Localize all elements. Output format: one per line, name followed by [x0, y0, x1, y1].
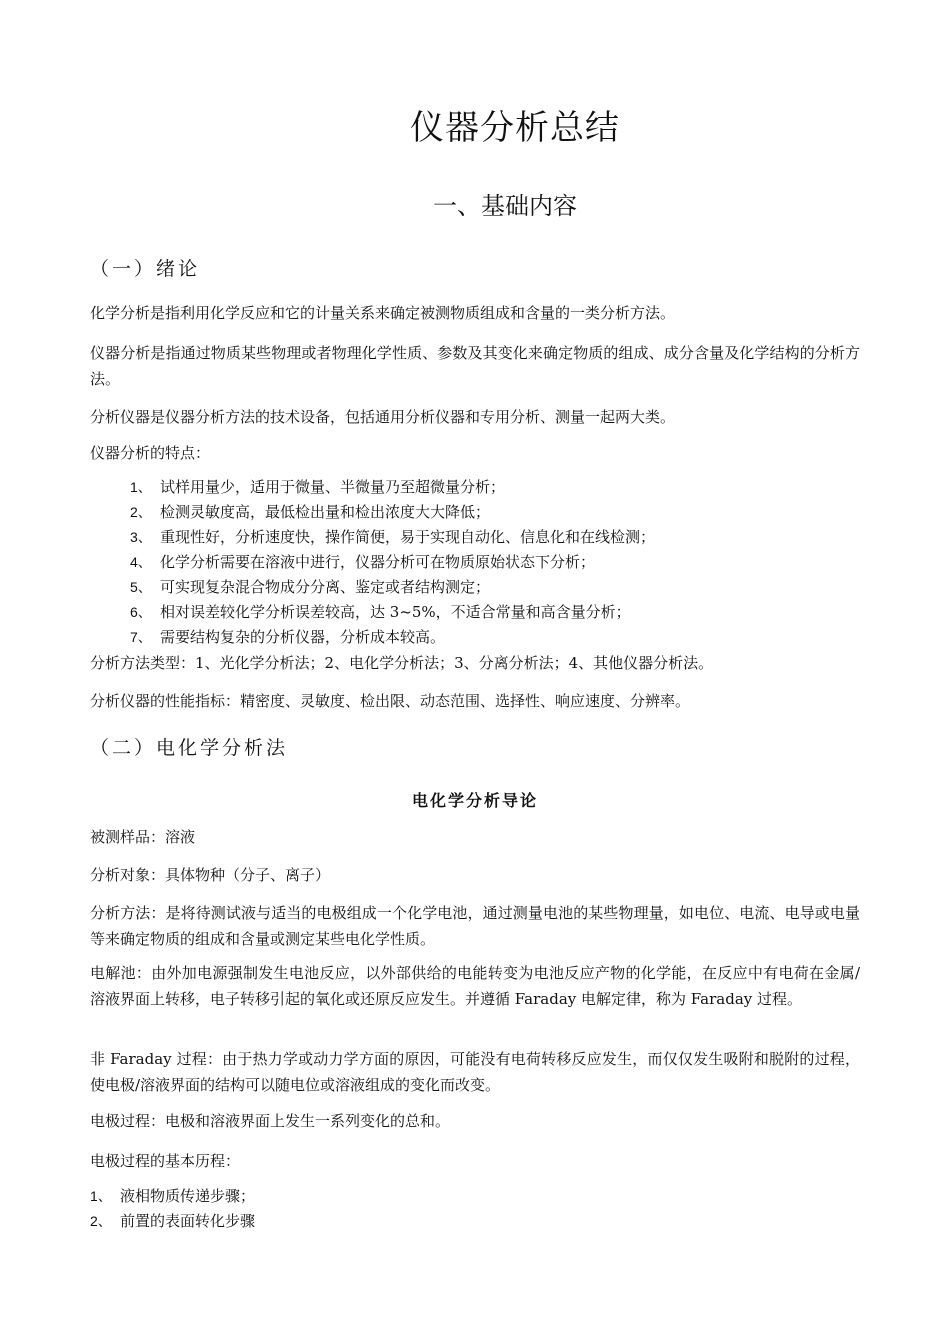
list-item-text: 液相物质传递步骤； [120, 1187, 256, 1205]
list-item [130, 475, 655, 500]
list-item [130, 600, 655, 625]
paragraph-non-faraday: 非 Faraday 过程：由于热力学或动力学方面的原因，可能没有电荷转移反应发生，而仅仅发生吸附和脱附的过程，使电极/溶液界面的结构可以随电位或溶液组成的变化而改变。 [90, 1050, 860, 1094]
list-item-number: 4、 [130, 554, 152, 570]
list-item [130, 575, 655, 600]
paragraph-features-intro: 仪器分析的特点： [90, 444, 211, 462]
list-item [130, 550, 655, 575]
list-item-text: 重现性好，分析速度快，操作简便，易于实现自动化、信息化和在线检测； [160, 528, 656, 546]
list-item-text: 相对误差较化学分析误差较高，达 3~5%，不适合常量和高含量分析； [160, 603, 631, 621]
list-item-number: 1、 [130, 479, 152, 495]
list-item-text: 可实现复杂混合物成分分离、鉴定或者结构测定； [160, 578, 491, 596]
section-heading-electrochemistry: （二）电化学分析法 [90, 737, 289, 759]
list-item [90, 1184, 255, 1209]
subsection-heading: 电化学分析导论 [411, 791, 538, 810]
paragraph-sample: 被测样品：溶液 [90, 828, 196, 846]
part-heading: 一、基础内容 [433, 192, 577, 220]
features-list [130, 475, 655, 650]
list-item-text: 检测灵敏度高，最低检出量和检出浓度大大降低； [160, 503, 491, 521]
list-item-number: 5、 [130, 579, 152, 595]
list-item-text: 前置的表面转化步骤 [120, 1212, 256, 1230]
list-item-number: 2、 [130, 504, 152, 520]
paragraph-electrode-process: 电极过程：电极和溶液界面上发生一系列变化的总和。 [90, 1112, 451, 1130]
list-item-number: 3、 [130, 529, 152, 545]
list-item-text: 试样用量少，适用于微量、半微量乃至超微量分析； [160, 478, 506, 496]
list-item [130, 625, 655, 650]
list-item-number: 1、 [90, 1188, 112, 1204]
list-item [130, 500, 655, 525]
paragraph-analysis-object: 分析对象：具体物种（分子、离子） [90, 866, 331, 884]
list-item-text: 需要结构复杂的分析仪器，分析成本较高。 [160, 628, 446, 646]
list-item-number: 7、 [130, 629, 152, 645]
paragraph-electrode-steps-intro: 电极过程的基本历程： [90, 1152, 241, 1170]
document-title: 仪器分析总结 [410, 108, 620, 148]
section-heading-introduction: （一）绪论 [90, 258, 201, 280]
list-item-number: 6、 [130, 604, 152, 620]
paragraph-method-types: 分析方法类型：1、光化学分析法；2、电化学分析法；3、分离分析法；4、其他仪器分析法。 [90, 654, 714, 672]
paragraph-analytical-instruments: 分析仪器是仪器分析方法的技术设备，包括通用分析仪器和专用分析、测量一起两大类。 [90, 408, 676, 426]
list-item-text: 化学分析需要在溶液中进行，仪器分析可在物质原始状态下分析； [160, 553, 596, 571]
electrode-steps-list [90, 1184, 255, 1234]
paragraph-instrumental-analysis: 仪器分析是指通过物质某些物理或者物理化学性质、参数及其变化来确定物质的组成、成分含量及化学结构的分析方法。 [90, 344, 860, 388]
paragraph-electrolytic-cell: 电解池：由外加电源强制发生电池反应，以外部供给的电能转变为电池反应产物的化学能，在反应中有电荷在金属/溶液界面上转移，电子转移引起的氧化或还原反应发生。并遵循 Faraday 电解定律，称为 Faraday 过程。 [90, 964, 860, 1008]
list-item-number: 2、 [90, 1213, 112, 1229]
list-item [130, 525, 655, 550]
paragraph-performance-indicators: 分析仪器的性能指标：精密度、灵敏度、检出限、动态范围、选择性、响应速度、分辨率。 [90, 692, 691, 710]
list-item [90, 1209, 255, 1234]
paragraph-chemical-analysis: 化学分析是指利用化学反应和它的计量关系来确定被测物质组成和含量的一类分析方法。 [90, 304, 676, 322]
paragraph-analysis-method: 分析方法：是将待测试液与适当的电极组成一个化学电池，通过测量电池的某些物理量，如电位、电流、电导或电量等来确定物质的组成和含量或测定某些电化学性质。 [90, 904, 860, 948]
